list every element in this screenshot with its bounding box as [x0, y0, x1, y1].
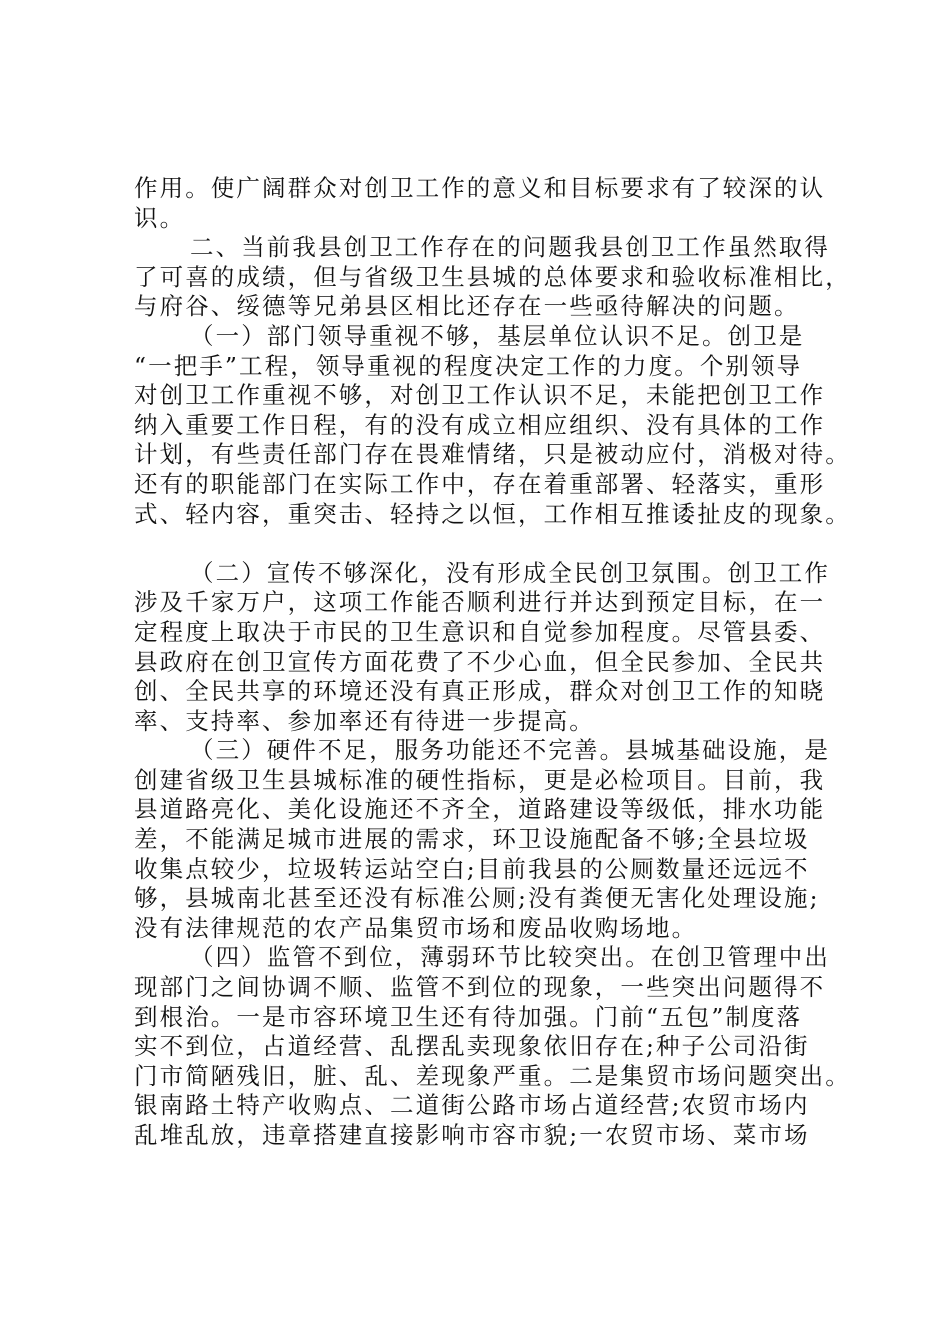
- text-line: 实不到位，占道经营、乱摆乱卖现象依旧存在;种子公司沿街: [134, 1032, 810, 1061]
- text-line: 了可喜的成绩，但与省级卫生县城的总体要求和验收标准相比，: [134, 262, 851, 291]
- text-line: 收集点较少，垃圾转运站空白;目前我县的公厕数量还远远不: [134, 854, 810, 883]
- text-line: 乱堆乱放，违章搭建直接影响市容市貌;一农贸市场、菜市场: [134, 1121, 810, 1149]
- text-line: 创、全民共享的环境还没有真正形成，群众对创卫工作的知晓: [134, 677, 826, 706]
- text-line: （三）硬件不足，服务功能还不完善。县城基础设施，是: [190, 736, 830, 765]
- text-line: 识。: [134, 203, 186, 232]
- text-line: 还有的职能部门在实际工作中，存在着重部署、轻落实，重形: [134, 469, 826, 498]
- text-line: 式、轻内容，重突击、轻持之以恒，工作相互推诿扯皮的现象。: [134, 499, 851, 528]
- text-line: 二、当前我县创卫工作存在的问题我县创卫工作虽然取得: [190, 233, 830, 262]
- text-line: 现部门之间协调不顺、监管不到位的现象，一些突出问题得不: [134, 973, 826, 1002]
- paragraph-gap: [134, 529, 830, 559]
- text-line: 到根治。一是市容环境卫生还有待加强。门前“五包”制度落: [134, 1002, 803, 1031]
- text-line: 与府谷、绥德等兄弟县区相比还存在一些亟待解决的问题。: [134, 292, 800, 321]
- text-line: 作用。使广阔群众对创卫工作的意义和目标要求有了较深的认: [134, 174, 826, 202]
- text-line: 县政府在创卫宣传方面花费了不少心血，但全民参加、全民共: [134, 647, 826, 676]
- text-line: 对创卫工作重视不够，对创卫工作认识不足，未能把创卫工作: [134, 381, 826, 410]
- document-body: [134, 174, 851, 1151]
- text-line: 创建省级卫生县城标准的硬性指标，更是必检项目。目前，我: [134, 765, 826, 794]
- text-line: 纳入重要工作日程，有的没有成立相应组织、没有具体的工作: [134, 410, 826, 439]
- text-line: 计划，有些责任部门存在畏难情绪，只是被动应付，消极对待。: [134, 440, 851, 469]
- text-line: 涉及千家万户，这项工作能否顺利进行并达到预定目标，在一: [134, 588, 826, 617]
- text-line: 够，县城南北甚至还没有标准公厕;没有粪便无害化处理设施;: [134, 884, 820, 913]
- text-line: 没有法律规范的农产品集贸市场和废品收购场地。: [134, 913, 698, 942]
- text-line: 银南路土特产收购点、二道街公路市场占道经营;农贸市场内: [134, 1091, 810, 1120]
- text-line: 县道路亮化、美化设施还不齐全，道路建设等级低，排水功能: [134, 795, 826, 824]
- text-line: （一）部门领导重视不够，基层单位认识不足。创卫是: [190, 321, 805, 350]
- text-line: “一把手”工程，领导重视的程度决定工作的力度。个别领导: [134, 351, 803, 380]
- text-line: 差，不能满足城市进展的需求，环卫设施配备不够;全县垃圾: [134, 825, 810, 854]
- text-line: （二）宣传不够深化，没有形成全民创卫氛围。创卫工作: [190, 558, 830, 587]
- text-line: 门市简陋残旧，脏、乱、差现象严重。二是集贸市场问题突出。: [134, 1061, 851, 1090]
- text-line: 率、支持率、参加率还有待进一步提高。: [134, 706, 595, 735]
- text-line: 定程度上取决于市民的卫生意识和自觉参加程度。尽管县委、: [134, 617, 826, 646]
- text-line: （四）监管不到位，薄弱环节比较突出。在创卫管理中出: [190, 943, 830, 972]
